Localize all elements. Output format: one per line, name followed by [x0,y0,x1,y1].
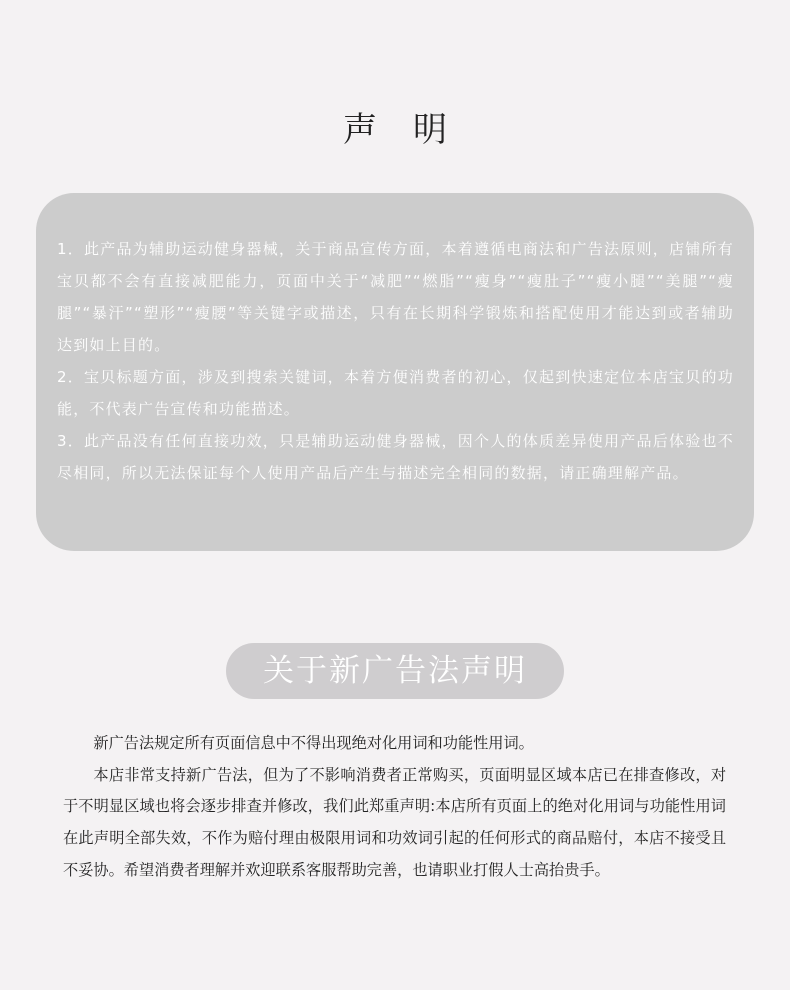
ad-law-heading: 关于新广告法声明 [226,643,564,699]
ad-law-body [63,728,726,887]
ad-law-paragraph-1: 新广告法规定所有页面信息中不得出现绝对化用词和功能性用词。 [93,734,534,752]
notice-item-1: 1．此产品为辅助运动健身器械，关于商品宣传方面，本着遵循电商法和广告法原则，店铺所有宝贝都不会有直接减肥能力，页面中关于“减肥”“燃脂”“瘦身”“瘦肚子”“瘦小腿”“美腿”“瘦腿”“暴汗”“塑形”“瘦腰”等关键字或描述，只有在长期科学锻炼和搭配使用才能达到或者辅助达到如上目的。 [57,240,734,354]
notice-item-3: 3．此产品没有任何直接功效，只是辅助运动健身器械，因个人的体质差异使用产品后体验也不尽相同，所以无法保证每个人使用产品后产生与描述完全相同的数据，请正确理解产品。 [57,432,734,482]
ad-law-paragraph-2: 本店非常支持新广告法，但为了不影响消费者正常购买，页面明显区域本店已在排查修改，对于不明显区域也将会逐步排查并修改，我们此郑重声明:本店所有页面上的绝对化用词与功能性用词在此声明全部失效，不作为赔付理由极限用词和功效词引起的任何形式的商品赔付，本店不接受且不妥协。希望消费者理解并欢迎联系客服帮助完善，也请职业打假人士高抬贵手。 [63,765,726,879]
notice-box [36,193,754,551]
notice-item-2: 2．宝贝标题方面，涉及到搜索关键词，本着方便消费者的初心，仅起到快速定位本店宝贝的功能，不代表广告宣传和功能描述。 [57,368,734,418]
page-title: 声明 [343,110,483,150]
